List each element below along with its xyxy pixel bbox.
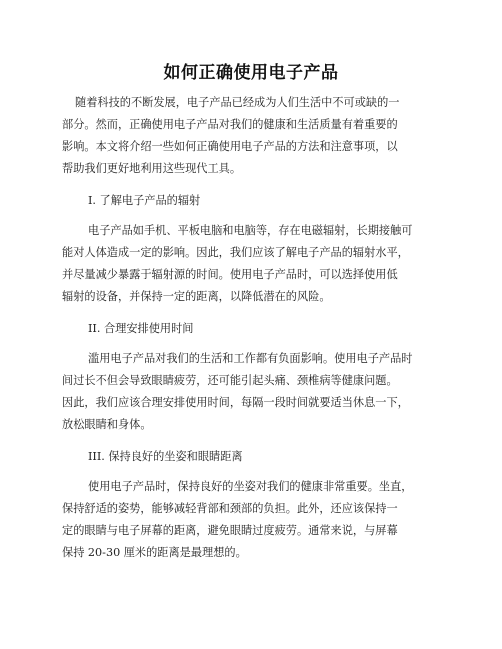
document-title: 如何正确使用电子产品 xyxy=(163,63,339,83)
section-2-line-3: 因此，我们应该合理安排使用时间，每隔一段时间就要适当休息一下， xyxy=(62,396,409,409)
intro-line-3: 影响。本文将介绍一些如何正确使用电子产品的方法和注意事项，以 xyxy=(62,140,398,153)
section-2-heading: II. 合理安排使用时间 xyxy=(88,322,194,335)
section-1-line-4: 辐射的设备，并保持一定的距离，以降低潜在的风险。 xyxy=(62,290,331,303)
section-3-line-1: 使用电子产品时，保持良好的坐姿对我们的健康非常重要。坐直， xyxy=(88,480,413,493)
section-1-line-1: 电子产品如手机、平板电脑和电脑等，存在电磁辐射，长期接触可 xyxy=(88,224,413,237)
section-1-line-3: 并尽量减少暴露于辐射源的时间。使用电子产品时，可以选择使用低 xyxy=(62,268,398,281)
section-2-line-1: 滥用电子产品对我们的生活和工作都有负面影响。使用电子产品时 xyxy=(88,352,413,365)
intro-line-4: 帮助我们更好地利用这些现代工具。 xyxy=(62,162,242,175)
section-1-line-2: 能对人体造成一定的影响。因此，我们应该了解电子产品的辐射水平， xyxy=(62,246,409,259)
section-3-line-2: 保持舒适的姿势，能够减轻背部和颈部的负担。此外，还应该保持一 xyxy=(62,502,398,515)
section-3-line-3: 定的眼睛与电子屏幕的距离，避免眼睛过度疲劳。通常来说，与屏幕 xyxy=(62,524,398,537)
intro-line-1: 随着科技的不断发展，电子产品已经成为人们生活中不可或缺的一 xyxy=(75,96,400,109)
section-2-line-4: 放松眼睛和身体。 xyxy=(62,418,152,431)
section-3-line-4: 保持 20-30 厘米的距离是最理想的。 xyxy=(62,546,247,559)
section-3-heading: III. 保持良好的坐姿和眼睛距离 xyxy=(88,450,243,463)
intro-line-2: 部分。然而，正确使用电子产品对我们的健康和生活质量有着重要的 xyxy=(62,118,398,131)
section-1-heading: I. 了解电子产品的辐射 xyxy=(88,194,201,207)
section-2-line-2: 间过长不但会导致眼睛疲劳，还可能引起头痛、颈椎病等健康问题。 xyxy=(62,374,398,387)
